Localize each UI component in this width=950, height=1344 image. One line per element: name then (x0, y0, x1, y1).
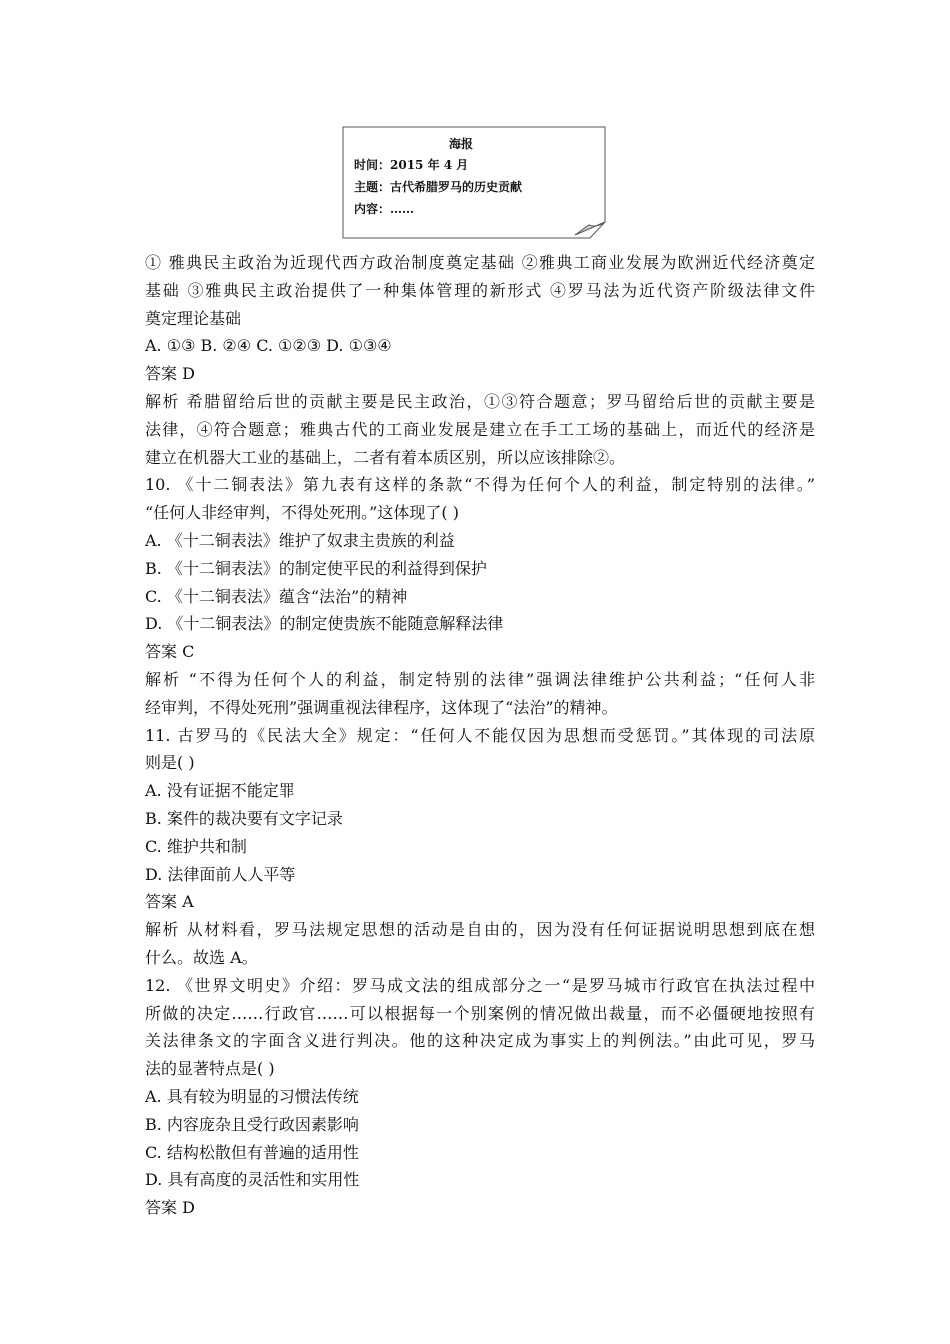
question-11-stem: 11. 古罗马的《民法大全》规定：“任何人不能仅因为思想而受惩罚。”其体现的司法原 (145, 725, 815, 745)
question-10-stem: 10. 《十二铜表法》第九表有这样的条款“不得为任何个人的利益，制定特别的法律。” (145, 475, 815, 495)
question-11-option-d: D. 法律面前人人平等 (145, 864, 296, 884)
question-12-stem-end: 法的显著特点是( ) (145, 1059, 275, 1079)
question-12-stem-line3: 关法律条文的字面含义进行判决。他的这种决定成为事实上的判例法。”由此可见，罗马 (145, 1031, 815, 1051)
question-10-option-b: B. 《十二铜表法》的制定使平民的利益得到保护 (145, 558, 487, 578)
question-12-option-d: D. 具有高度的灵活性和实用性 (145, 1170, 360, 1190)
poster-box (342, 126, 606, 239)
question-12-option-b: B. 内容庞杂且受行政因素影响 (145, 1114, 359, 1134)
analysis-9-cont: 法律，④符合题意；雅典古代的工商业发展是建立在手工工场的基础上，而近代的经济是 (145, 419, 815, 439)
question-9-statements: ① 雅典民主政治为近现代西方政治制度奠定基础 ②雅典工商业发展为欧洲近代经济奠定 (145, 253, 815, 272)
analysis-9-end: 建立在机器大工业的基础上，二者有着本质区别，所以应该排除②。 (145, 447, 626, 467)
question-11-stem-end: 则是( ) (145, 753, 195, 773)
answer-11: 答案 A (145, 892, 194, 912)
question-10-stem-end: “任何人非经审判，不得处死刑。”这体现了( ) (145, 503, 459, 523)
document-body (145, 249, 815, 1222)
question-10-option-c: C. 《十二铜表法》蕴含“法治”的精神 (145, 586, 408, 606)
analysis-11-end: 什么。故选 A。 (145, 947, 258, 967)
analysis-10: 解析 “不得为任何个人的利益，制定特别的法律”强调法律维护公共利益；“任何人非 (145, 669, 815, 689)
question-9-statements-end: 奠定理论基础 (145, 308, 242, 328)
question-10-option-a: A. 《十二铜表法》维护了奴隶主贵族的利益 (145, 530, 455, 550)
question-9-options: A. ①③ B. ②④ C. ①②③ D. ①③④ (145, 336, 392, 356)
poster-time: 时间：2015 年 4 月 (354, 158, 469, 172)
question-10-option-d: D. 《十二铜表法》的制定使贵族不能随意解释法律 (145, 614, 504, 634)
answer-10: 答案 C (145, 642, 195, 662)
poster-topic: 主题：古代希腊罗马的历史贡献 (354, 180, 523, 194)
poster-title: 海报 (448, 137, 473, 151)
poster-content: 内容：…… (354, 202, 415, 216)
analysis-11: 解析 从材料看，罗马法规定思想的活动是自由的，因为没有任何证据说明思想到底在想 (145, 920, 815, 940)
question-11-option-b: B. 案件的裁决要有文字记录 (145, 808, 343, 828)
analysis-10-end: 经审判，不得处死刑”强调重视法律程序，这体现了“法治”的精神。 (145, 697, 618, 717)
question-11-option-c: C. 维护共和制 (145, 836, 247, 856)
question-11-option-a: A. 没有证据不能定罪 (145, 781, 295, 801)
question-12-option-c: C. 结构松散但有普遍的适用性 (145, 1142, 359, 1162)
question-12-stem: 12. 《世界文明史》介绍：罗马成文法的组成部分之一“是罗马城市行政官在执法过程中 (145, 975, 815, 995)
question-9-statements-cont: 基础 ③雅典民主政治提供了一种集体管理的新形式 ④罗马法为近代资产阶级法律文件 (145, 280, 815, 300)
question-12-option-a: A. 具有较为明显的习惯法传统 (145, 1086, 359, 1106)
analysis-9: 解析 希腊留给后世的贡献主要是民主政治，①③符合题意；罗马留给后世的贡献主要是 (145, 391, 815, 411)
question-12-stem-line2: 所做的决定……行政官……可以根据每一个别案例的情况做出裁量，而不必僵硬地按照有 (145, 1003, 815, 1023)
answer-9: 答案 D (145, 364, 195, 384)
answer-12: 答案 D (145, 1198, 195, 1218)
